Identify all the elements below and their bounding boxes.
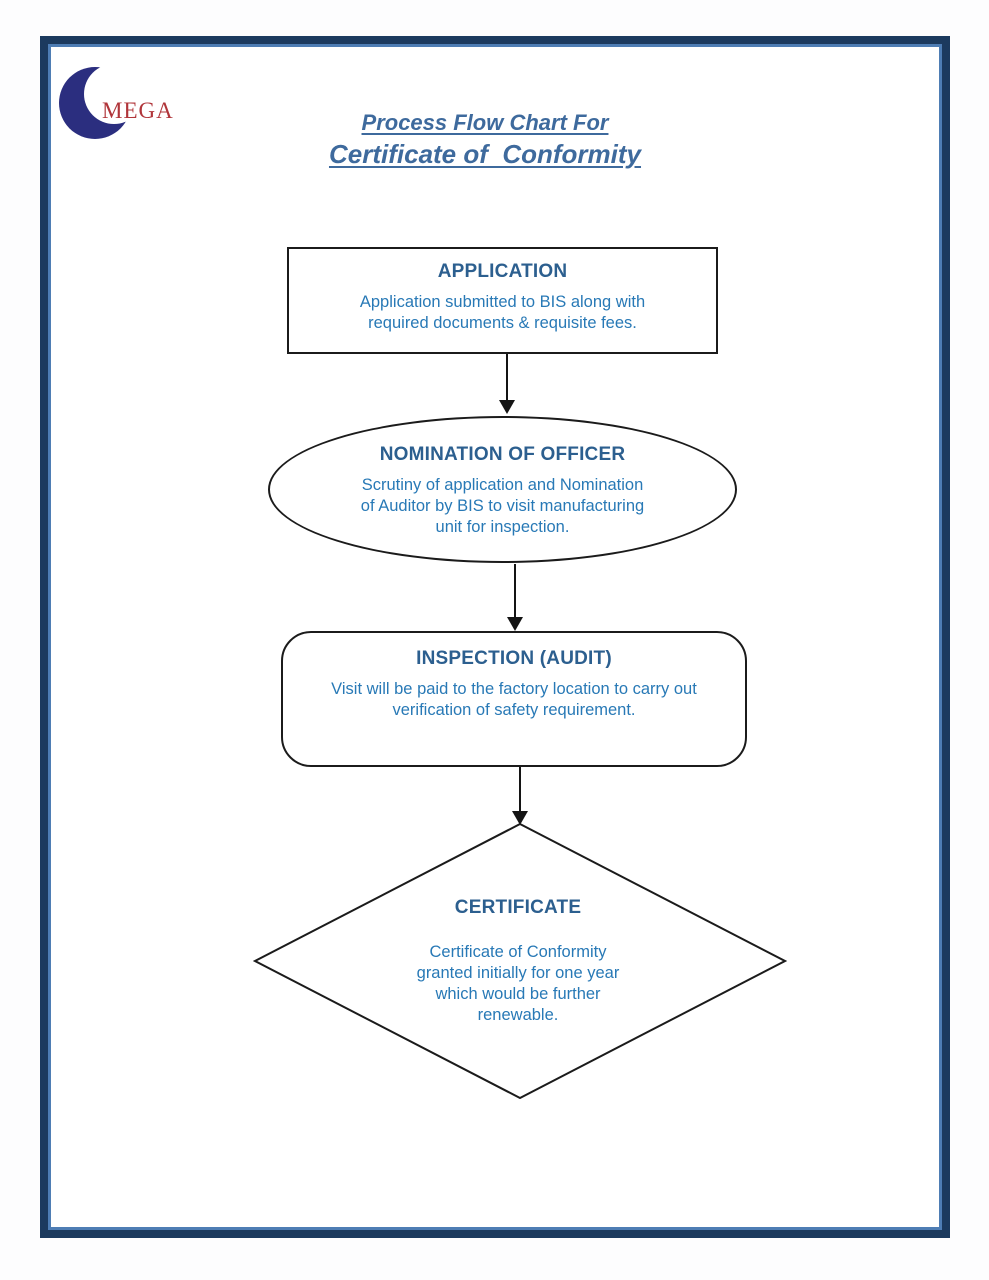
arrow-shaft: [506, 354, 508, 402]
flow-node-nomination-of-officer: [268, 416, 737, 563]
page-title: [0, 110, 970, 170]
logo-text: MEGA: [102, 98, 174, 123]
arrow-shaft: [514, 564, 516, 619]
body-line: Application submitted to BIS along with: [359, 293, 646, 311]
body-line: granted initially for one year: [416, 964, 620, 983]
arrow-shaft: [519, 767, 521, 812]
flow-node-certificate: [368, 897, 668, 1026]
body-line: renewable.: [477, 1006, 559, 1025]
flow-node-application: [287, 247, 718, 354]
flow-node-title: CERTIFICATE: [454, 897, 582, 918]
body-line: Certificate of Conformity: [429, 943, 607, 961]
arrow-down-icon: [499, 400, 515, 414]
body-line: Scrutiny of application and Nomination: [361, 476, 644, 494]
flow-node-inspection-audit: [281, 631, 747, 767]
page-title-line1: Process Flow Chart For: [361, 110, 609, 135]
body-line: of Auditor by BIS to visit manufacturing: [360, 497, 645, 516]
flow-node-title: APPLICATION: [437, 261, 568, 282]
body-line: required documents & requisite fees.: [368, 314, 637, 333]
flow-node-body: [270, 475, 735, 538]
body-line: Visit will be paid to the factory location to carry out: [331, 680, 697, 698]
body-line: verification of safety requirement.: [392, 701, 636, 720]
body-line: which would be further: [435, 985, 601, 1004]
flow-node-title: INSPECTION (AUDIT): [416, 648, 612, 669]
arrow-down-icon: [507, 617, 523, 631]
flow-node-body: [368, 942, 668, 1026]
page-title-line2: Certificate of Conformity: [328, 139, 642, 169]
flow-node-body: [283, 679, 745, 721]
flow-node-title: NOMINATION OF OFFICER: [379, 444, 626, 465]
flow-node-body: [289, 292, 716, 334]
body-line: unit for inspection.: [435, 518, 570, 537]
